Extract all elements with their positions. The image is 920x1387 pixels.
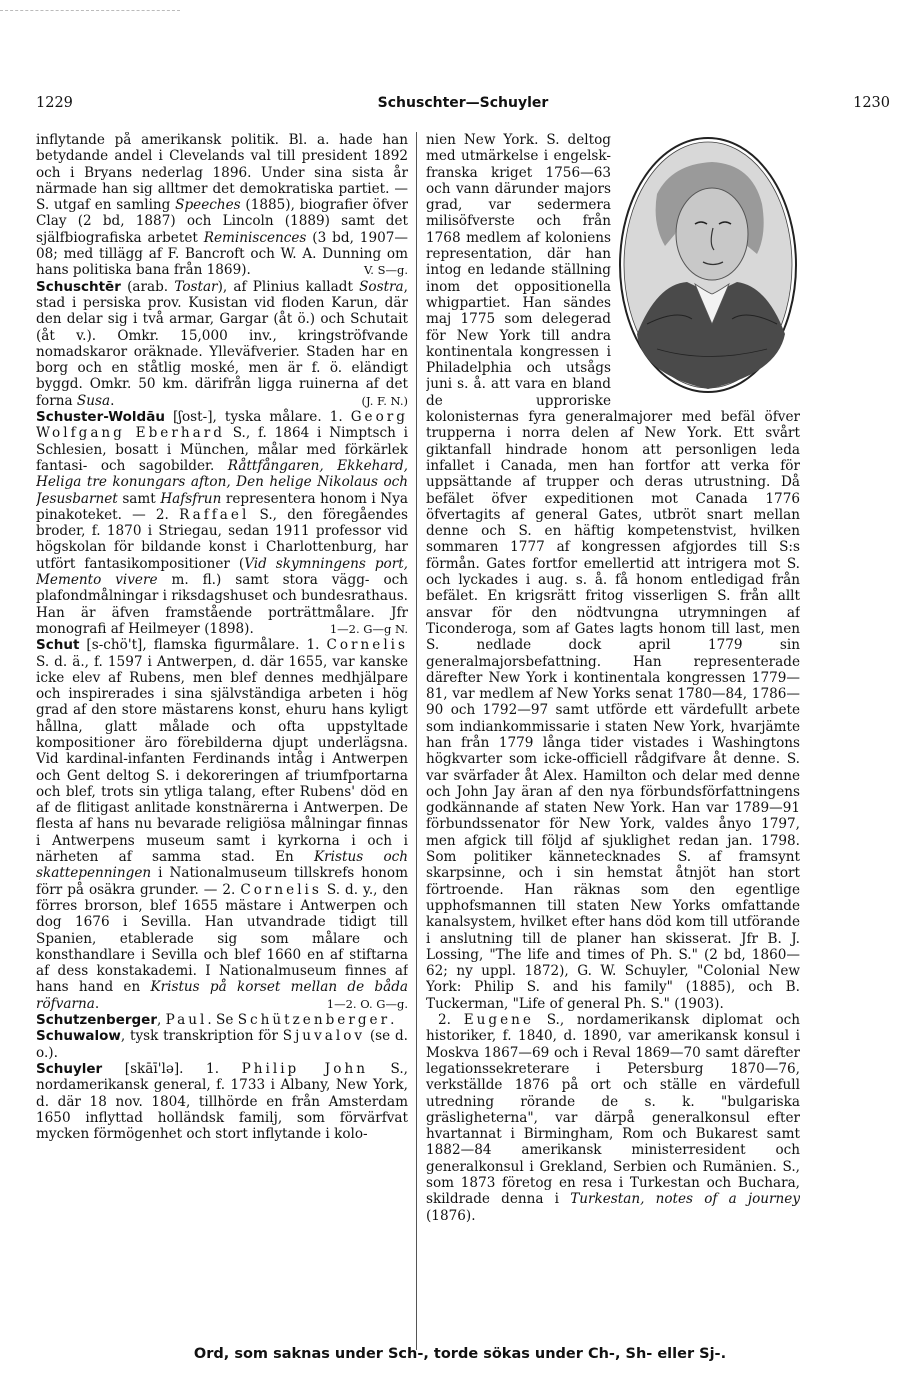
left-column: [36, 132, 408, 1352]
author-signature: 1—2. G—g N.: [329, 621, 408, 636]
entry-headword: Schut: [36, 637, 80, 654]
portrait-engraving-icon: [617, 134, 800, 396]
author-signature: 1—2. O. G—g.: [326, 996, 408, 1011]
entry-headword: Schuster-Woldāu: [36, 409, 165, 426]
entry-schuyler-eugene: 2. Eugene S., nordamerikansk diplomat och historiker, f. 1840, d. 1890, var amerikansk konsul i Moskva 1867—69 och i Reval 1869—70 samt därefter legationssekreterare i Petersburg 1870—76, verkställde 1876 på ort och ställe en värdefull utredning rörande de s. k. "bulgariska gräsligheterna", var därpå generalkonsul efter hvartannat i Birmingham, Rom och Bukarest samt 1882—84 amerikansk ministerresident och generalkonsul i Grekland, Serbien och Rumänien. S., som 1873 företog en resa i Turkestan och Buchara, skildrade denna i Turkestan, notes of a journey (1876).: [426, 1012, 800, 1224]
footer-note: Ord, som saknas under Sch-, torde sökas under Ch-, Sh- eller Sj-.: [193, 1346, 727, 1362]
entry-headword: Schuwalow: [36, 1028, 121, 1045]
entry-schuster-woldau: Schuster-Woldāu [ʃost-], tyska målare. 1. Georg Wolfgang Eberhard S., f. 1864 i Nimptsch i Schlesien, bosatt i München, målar med förkärlek fantasi- och sagobilder. Råttfångaren, Ekkehard, Heliga tre konungars afton, Den helige Nikolaus och Jesusbarnet samt Hafsfrun representera honom i Nya pinakoteket. — 2. Raffael S., den föregåendes broder, f. 1870 i Striegau, sedan 1911 professor vid högskolan för bildande konst i Charlottenburg, har utfört fantasikompositioner (Vid skymningens port, Memento vivere m. fl.) samt stora vägg- och plafondmålningar i riksdagshuset och bundesrathaus. Han är äfven framstående porträttmålare. Jfr monografi af Heilmeyer (1898). 1—2. G—g N.: [36, 409, 408, 637]
entry-headword: Schutzenberger: [36, 1012, 157, 1029]
column-rule: [416, 132, 417, 1350]
entry-schuwalow: Schuwalow, tysk transkription för Sjuvalov (se d. o.).: [36, 1028, 408, 1061]
page-header: [36, 95, 890, 117]
entry-schuyler: Schuyler [skāī'lə]. 1. Philip John S., nordamerikansk general, f. 1733 i Albany, New York, d. där 18 nov. 1804, tillhörde en från Amsterdam 1650 inflyttad holländsk familj, som förvärfvat mycken förmögenhet och stort inflytande i kolo-: [36, 1060, 408, 1143]
entry-headword: Schuyler: [36, 1060, 103, 1077]
entry-schuschter: Schuschtēr (arab. Tostar), af Plinius kalladt Sostra, stad i persiska prov. Kusistan vid floden Karun, där den delar sig i två armar, Gargar (åt ö.) och Schutait (åt v.). Omkr. 15,000 inv., kringströfvande nomadskaror oräknade. Ylleväfverier. Staden har en borg och en ståtlig moské, men är f. ö. eländigt byggd. Omkr. 50 km. därifrån ligga ruinerna af det forna Susa. (J. F. N.): [36, 278, 408, 409]
top-scan-line: [0, 10, 180, 11]
entry-schut: Schut [s-chö't], flamska figurmålare. 1. Cornelis S. d. ä., f. 1597 i Antwerpen, d. där 1655, var kanske icke elev af Rubens, men blef dennes medhjälpare och inspirerades i sina självständiga arbeten i hög grad af den store mästarens konst, ehuru hans kyligt hållna, glatt målade och ofta uppstyltade kompositioner äro förebilderna djupt underlägsna. Vid kardinal-infanten Ferdinands intåg i Antwerpen och Gent deltog S. i dekoreringen af triumfportarna och blef, trots sin ytliga talang, efter Rubens' död en af de flitigast anlitade konstnärerna i Antwerpen. De flesta af hans nu bevarade religiösa målningar finnas i Antwerpens museum samt i kyrkorna i och i närheten af samma stad. En Kristus och skattepenningen i Nationalmuseum tillskrefs honom förr på osäkra grunder. — 2. Cornelis S. d. y., den förres brorson, blef 1655 mästare i Antwerpen och dog 1676 i Sevilla. Han utvandrade tidigt till Spanien, etablerade sig som målare och konsthandlare i Sevilla och blef 1660 en af stiftarna af dess konstakademi. I Nationalmuseum finnes af hans hand en Kristus på korset mellan de båda röfvarna. 1—2. O. G—g.: [36, 637, 408, 1012]
entry-continuation-schurz: inflytande på amerikansk politik. Bl. a. hade han betydande andel i Clevelands val till president 1892 och i Bryans nederlag 1896. Under sina sista år närmade han sig alltmer det demokratiska partiet. — S. utgaf en samling Speeches (1885), biografier öfver Clay (2 bd, 1887) och Lincoln (1889) samt det själfbiografiska arbetet Reminiscences (3 bd, 1907—08; med tillägg af F. Bancroft och W. A. Dunning om hans politiska bana från 1869). V. S—g.: [36, 132, 408, 279]
running-head: Schuschter—Schuyler: [377, 95, 549, 111]
author-signature: (J. F. N.): [361, 393, 408, 408]
entry-schutzenberger: Schutzenberger, Paul. Se Schützenberger.: [36, 1012, 395, 1029]
right-column: [426, 132, 800, 1352]
page-number-left: 1229: [36, 95, 73, 111]
entry-headword: Schuschtēr: [36, 278, 121, 295]
page-number-right: 1230: [853, 95, 890, 111]
author-signature: V. S—g.: [363, 263, 408, 278]
entry-schuyler-continuation: nien New York. S. deltog med utmärkelse i engelsk-franska kriget 1756—63 och vann därunder majors grad, var sedermera milisöfverste och från 1768 medlem af koloniens representation, där han intog en ledande ställning inom det oppositionella whigpartiet. Han sändes maj 1775 som delegerad för New York till andra kontinentala kongressen i Philadelphia och utsågs juni s. å. att vara en bland de upproriske kolonisternas fyra generalmajorer med befäl öfver trupperna i norra delen af New York. Ett svårt giktanfall hindrade honom att personligen leda infallet i Canada, men han fortfor att verka för uppsättande af trupper och deras utrustning. Då befälet öfver expeditionen mot Canada 1776 öfvertagits af general Gates, utbröt snart mellan denne och S. en häftig kompetenstvist, hvilken sommaren 1777 af kongressen afgjordes till S:s förmån. Gates fortfor emellertid att intrigera mot S. och lyckades i aug. s. å. få honom entledigad från befälet. En krigsrätt fritog visserligen S. från allt ansvar för den nödtvungna utrymningen af Ticonderoga, som af Gates lagts honom till last, men S. nedlade dock april 1779 sin generalmajorsbefattning. Han representerade därefter New York i kontinentala kongressen 1779—81, var medlem af New Yorks senat 1780—84, 1786—90 och 1792—97 samt utförde ett värdefullt arbete som indiankommissarie i staten New York, hvarjämte han från 1779 långa tider vistades i Washingtons högkvarter som icke-officiell rådgifvare åt denne. S. var svärfader åt Alex. Hamilton och delar med denne och John Jay äran af den nya förbundsförfattningens godkännande af staten New York. Han var 1789—91 förbundssenator för New York, valdes ånyo 1797, men afgick till följd af sjuklighet redan jan. 1798. Som politiker kännetecknades S. af framsynt skarpsinne, och i sin hemstat åtnjöt han stort förtroende. Han räknas som den egentlige upphofsmannen till staten New Yorks omfattande kanalsystem, hvilket efter hans död kom till utförande i anslutning till de planer han skisserat. Jfr B. J. Lossing, "The life and times of Ph. S." (2 bd, 1860—62; ny uppl. 1872), G. W. Schuyler, "Colonial New York: Philip S. and his family" (1885), och B. Tuckerman, "Life of general Ph. S." (1903).: [426, 132, 800, 1012]
portrait-illustration: [617, 134, 800, 396]
